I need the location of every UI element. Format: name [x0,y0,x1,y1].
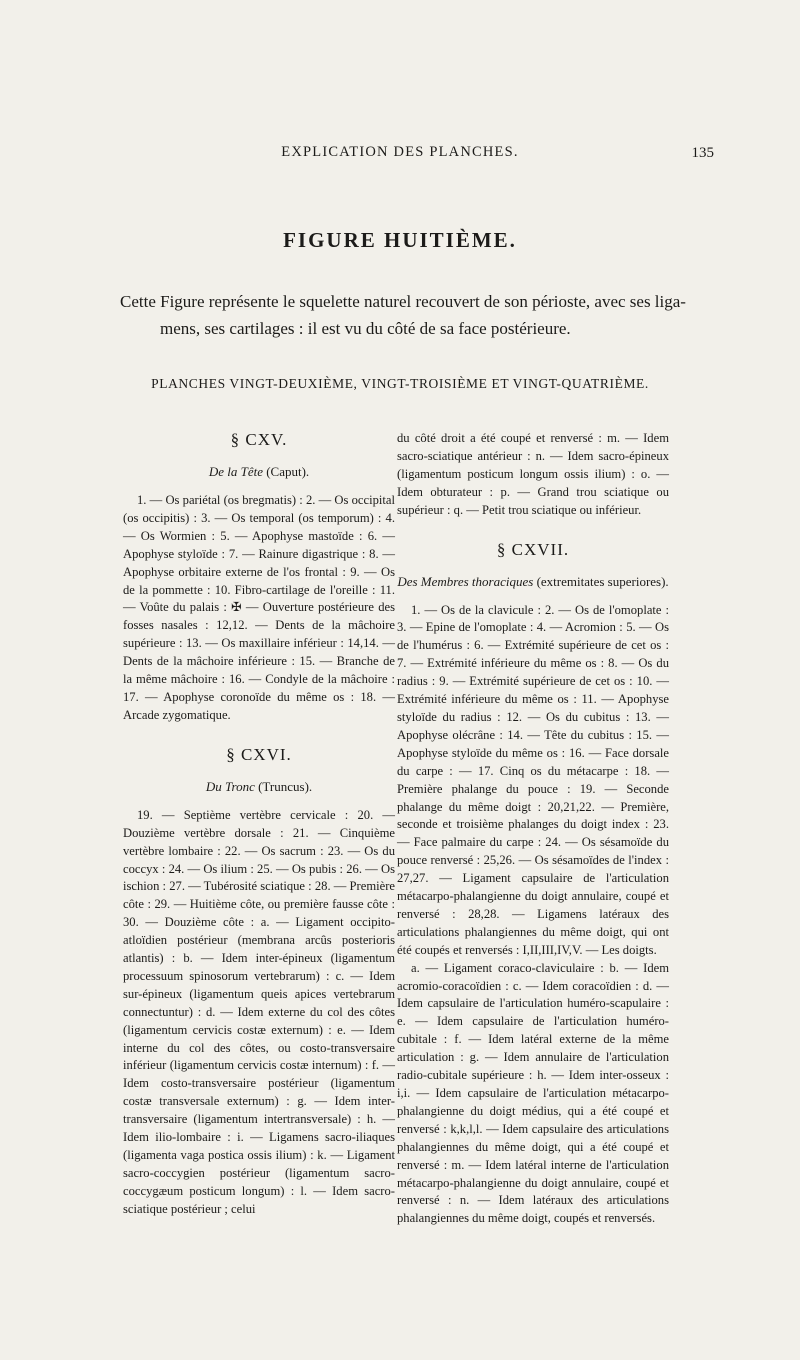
section-cxv-subtitle-italic: De la Tête [208,464,263,479]
section-cxvii-subtitle [397,574,669,590]
figure-title: FIGURE HUITIÈME. [283,228,517,252]
section-cxv-subtitle-rest: (Caput). [262,464,310,479]
section-cxvii-text-1: 1. — Os de la clavicule : 2. — Os de l'omoplate : 3. — Epine de l'omoplate : 4. — Acromion : 5. — Os de l'humérus : 6. — Extrémité supérieure de cet os : 7. — Extrémité inférieure du même os : 8. — Os du radius : 9. — Extrémité supérieure de cet os : 10. — Extrémité inférieure du même os : 11. — Apophyse styloïde du radius : 12. — Os du cubitus : 13. — Apophyse olécrâne : 14. — Tête du cubitus : 15. — Apophyse styloïde du même os : 16. — Face dorsale du carpe : — 17. Cinq os du métacarpe : 18. — Première phalange du pouce : 19. — Seconde phalange du même doigt : 20,21,22. — Première, seconde et troisième phalanges du doigt index : 23. — Face palmaire du carpe : 24. — Os sésamoïde du pouce renversé : 25,26. — Os sésamoïdes de l'index : 27,27. — Ligament capsulaire de l'articulation métacarpo-phalangienne du doigt annulaire, coupé et renversé : 28,28. — Ligamens latéraux des articulations phalangiennes du même doigt, qui ont été coupés et renversés : I,II,III,IV,V. — Les doigts. [397,602,669,957]
intro-line-1: Cette Figure représente le squelette naturel recouvert de son périoste, avec ses liga- [120,292,686,311]
section-cxvi-heading: § CXVI. [226,744,292,764]
section-cxvii-text-2: a. — Ligament coraco-claviculaire : b. — Idem acromio-coracoïdien : c. — Idem coracoïdien : d. — Idem capsulaire de l'articulation huméro-scapulaire : e. — Idem capsulaire de l'articulation huméro-cubitale : f. — Idem latéral externe de la même articulation : g. — Idem annulaire de l'articulation radio-cubitale supérieure : h. — Idem inter-osseux : i,i. — Idem capsulaire de l'articulation métacarpo-phalangienne du doigt médius, qui a été coupé et renversé : k,k,l,l. — Idem capsulaire des articulations phalangiennes du même doigt, qui a été coupé et renversé : m. — Idem latéral interne de l'articulation métacarpo-phalangienne du doigt annulaire, coupé et renversé : n. — Idem latéraux des articulations phalangiennes du même doigt, coupés et renversés. [397,960,669,1226]
page-number: 135 [691,145,714,161]
section-cxvi-subtitle-italic: Du Tronc [205,778,255,794]
section-cxvii-body [397,602,669,1229]
section-cxvi-body [123,807,395,1219]
section-cxvi-text: 19. — Septième vertèbre cervicale : 20. — Douzième vertèbre dorsale : 21. — Cinquième vertèbre lombaire : 22. — Os sacrum : 23. — Os du coccyx : 24. — Os ilium : 25. — Os pubis : 26. — Os ischion : 27. — Tubérosité sciatique : 28. — Première côte : 29. — Huitième côte, ou première fausse côte : 30. — Douzième côte : a. — Ligament occipito-atloïdien postérieur (membrana arcûs posterioris atlantis) : b. — Idem inter-épineux (ligamentum processuum spinosorum vertebrarum) : c. — Idem sur-épineux (ligamentum queis apices vertebrarum connectuntur) : d. — Idem externe du col des côtes (ligamentum cervicis costæ externum) : e. — Idem interne du col des côtes, ou costo-transversaire inférieur (ligamentum cervicis costæ internum) : f. — Idem costo-transversaire postérieur (ligamentum costæ transversale externum) : g. — Idem inter-transversaire (ligamentum intertransversale) : h. — Idem ilio-lombaire : i. — Ligamens sacro-iliaques (ligamenta vaga postica ossis ilium) : k. — Ligament sacro-coccygien postérieur (ligamentum sacro-coccygæum posticum longum) : l. — Idem sacro-sciatique postérieur ; celui [123,807,395,1216]
section-cxv-heading: § CXV. [230,430,288,449]
intro-line-2: mens, ses cartilages : il est vu du côté de sa face postérieure. [160,319,571,338]
left-column [123,430,395,1219]
section-cxvi-subtitle [123,779,395,795]
section-cxvi-continuation-body [397,430,669,520]
section-cxvii-subtitle-rest: (extremitates superiores). [533,573,669,589]
plates-heading: PLANCHES VINGT-DEUXIÈME, VINGT-TROISIÈME ET VINGT-QUATRIÈME. [151,376,649,391]
section-cxv-subtitle [123,464,395,480]
section-cxvii-heading: § CXVII. [496,539,570,559]
section-cxv-text: 1. — Os pariétal (os bregmatis) : 2. — Os occipital (os occipitis) : 3. — Os temporal (os temporum) : 4. — Os Wormien : 5. — Apophyse mastoïde : 6. — Apophyse styloïde : 7. — Rainure digastrique : 8. — Apophyse orbitaire externe de l'os frontal : 9. — Os de la pommette : 10. Fibro-cartilage de l'oreille : 11. — Voûte du palais : ✠ — Ouverture postérieure des fosses nasales : 12,12. — Dents de la mâchoire supérieure : 13. — Os maxillaire inférieur : 14,14. — Dents de la mâchoire inférieure : 15. — Branche de la même mâchoire : 16. — Condyle de la mâchoire : 17. — Apophyse coronoïde du même os : 18. — Arcade zygomatique. [123,493,395,722]
section-cxvi-subtitle-rest: (Truncus). [254,778,313,794]
right-column [397,430,669,1228]
section-cxvii-subtitle-italic: Des Membres thoraciques [397,573,534,589]
section-cxvi-continuation: du côté droit a été coupé et renversé : m. — Idem sacro-sciatique antérieur : n. — Idem sacro-épineux (ligamentum posticum longum ossis ilium) : o. — Idem obturateur : p. — Grand trou sciatique ou supérieur : q. — Petit trou sciatique ou inférieur. [397,431,669,517]
section-cxv-body [123,492,395,725]
intro-paragraph [120,288,702,342]
running-head: EXPLICATION DES PLANCHES. [281,144,519,160]
